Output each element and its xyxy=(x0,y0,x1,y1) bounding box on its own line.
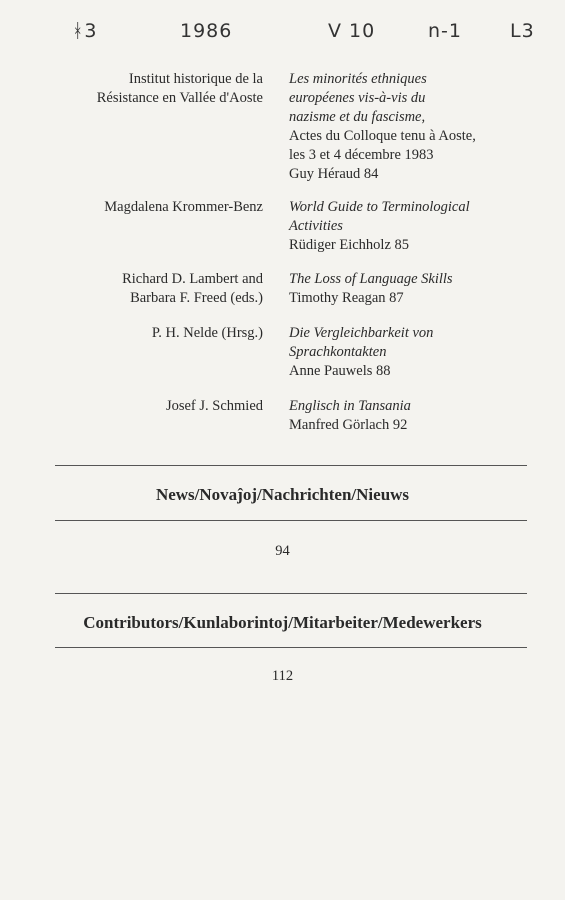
handwritten-note: ᚼ3 xyxy=(72,20,98,42)
entry-title: Les minorités ethniques européenes vis-à-vis du nazisme et du fascisme, Actes du Colloque tenu à Aoste, les 3 et 4 décembre 1983 Guy Héraud 84 xyxy=(289,71,476,182)
entry-title: The Loss of Language Skills Timothy Reagan 87 xyxy=(289,271,453,306)
divider xyxy=(55,465,527,466)
handwritten-number: n-1 xyxy=(428,20,462,42)
divider xyxy=(55,593,527,594)
entry-author: Josef J. Schmied xyxy=(165,398,263,414)
entry-author: Magdalena Krommer-Benz xyxy=(104,199,263,215)
section-page-number: 112 xyxy=(271,668,294,684)
divider xyxy=(55,647,527,648)
handwritten-code: L3 xyxy=(510,20,535,42)
section-heading: News/Novaĵoj/Nachrichten/Nieuws xyxy=(155,485,410,504)
entry-title: Englisch in Tansania Manfred Görlach 92 xyxy=(289,398,411,433)
entry-author: P. H. Nelde (Hrsg.) xyxy=(151,325,263,341)
handwritten-volume: V 10 xyxy=(328,20,376,42)
entry-author: Richard D. Lambert and Barbara F. Freed (eds.) xyxy=(122,271,263,306)
section-heading: Contributors/Kunlaborintoj/Mitarbeiter/Medewerkers xyxy=(83,613,482,632)
divider xyxy=(55,520,527,521)
handwritten-year: 1986 xyxy=(180,20,233,42)
section-page-number: 94 xyxy=(275,543,290,559)
entry-title: World Guide to Terminological Activities Rüdiger Eichholz 85 xyxy=(289,199,470,253)
entry-author: Institut historique de la Résistance en Vallée d'Aoste xyxy=(96,71,263,106)
entry-title: Die Vergleichbarkeit von Sprachkontakten Anne Pauwels 88 xyxy=(289,325,434,379)
